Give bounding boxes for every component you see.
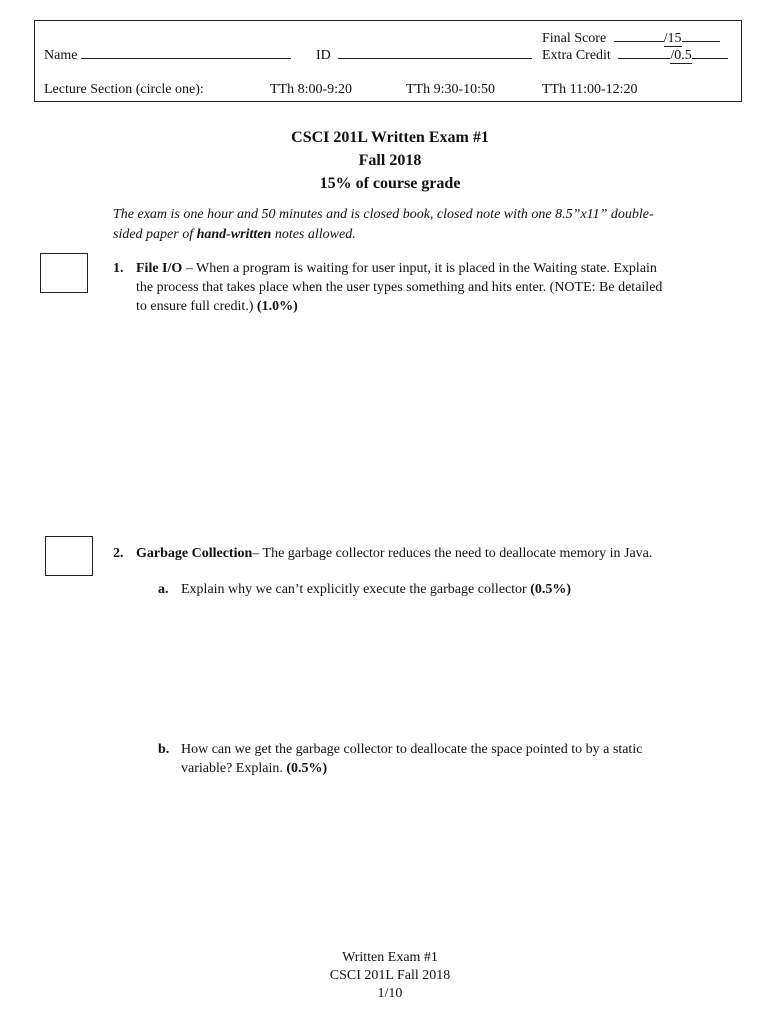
footer-line-1: Written Exam #1 (342, 950, 438, 965)
exam-instructions (113, 205, 673, 245)
q2a-label: a. (158, 582, 169, 597)
name-label: Name (44, 48, 78, 63)
title-line-1: CSCI 201L Written Exam #1 (291, 129, 489, 146)
id-blank[interactable] (338, 45, 532, 59)
final-score-total: /15 (663, 31, 682, 46)
section-option-1[interactable]: TTh 8:00-9:20 (270, 82, 353, 97)
final-score-tail (682, 28, 720, 42)
title-line-2: Fall 2018 (358, 152, 422, 169)
final-score-blank[interactable] (614, 28, 664, 42)
q2a-points: (0.5%) (530, 582, 572, 597)
q2b-points: (0.5%) (286, 761, 328, 776)
lecture-section-label: Lecture Section (circle one): (44, 82, 204, 97)
footer-line-2: CSCI 201L Fall 2018 (329, 968, 451, 983)
page-number: 1/10 (377, 986, 403, 1001)
q2-body: – The garbage collector reduces the need to deallocate memory in Java. (252, 546, 653, 561)
extra-credit-field (542, 45, 728, 64)
id-field[interactable] (316, 45, 532, 64)
q2-score-box[interactable] (45, 536, 93, 576)
id-label: ID (316, 48, 331, 63)
instructions-bold: hand-written (196, 227, 272, 242)
section-option-2[interactable]: TTh 9:30-10:50 (406, 82, 496, 97)
q1-text (136, 259, 666, 316)
extra-credit-tail (692, 45, 728, 59)
title-line-3: 15% of course grade (319, 175, 461, 192)
instructions-text: The exam is one hour and 50 minutes and is closed book, closed note with one 8.5”x11” double-sided paper of (113, 207, 654, 242)
final-score-label: Final Score (542, 31, 607, 46)
q2b-text (181, 740, 651, 778)
extra-credit-blank[interactable] (618, 45, 670, 59)
extra-credit-total: /0.5 (670, 48, 692, 63)
q2b-body: How can we get the garbage collector to deallocate the space pointed to by a static variable? Explain. (181, 742, 643, 776)
name-blank[interactable] (81, 45, 291, 59)
q1-body: – When a program is waiting for user input, it is placed in the Waiting state. Explain the process that takes place when the user types something and hits enter. (NOTE: Be detailed to ensure full credit.) (136, 261, 663, 314)
q2a-body: Explain why we can’t explicitly execute the garbage collector (181, 582, 531, 597)
section-option-3[interactable]: TTh 11:00-12:20 (542, 82, 638, 97)
q2-topic: Garbage Collection (136, 546, 253, 561)
q2-text (136, 544, 671, 563)
instructions-tail: notes allowed. (271, 227, 356, 242)
q1-points: (1.0%) (256, 299, 298, 314)
q1-score-box[interactable] (40, 253, 88, 293)
q2b-label: b. (158, 742, 170, 757)
q2a-text (181, 580, 676, 599)
page-footer (0, 949, 770, 1003)
exam-title (0, 126, 770, 195)
q1-topic: File I/O (136, 261, 183, 276)
q1-number: 1. (113, 261, 124, 276)
name-field[interactable] (44, 45, 291, 64)
q2-number: 2. (113, 546, 124, 561)
extra-credit-label: Extra Credit (542, 48, 611, 63)
